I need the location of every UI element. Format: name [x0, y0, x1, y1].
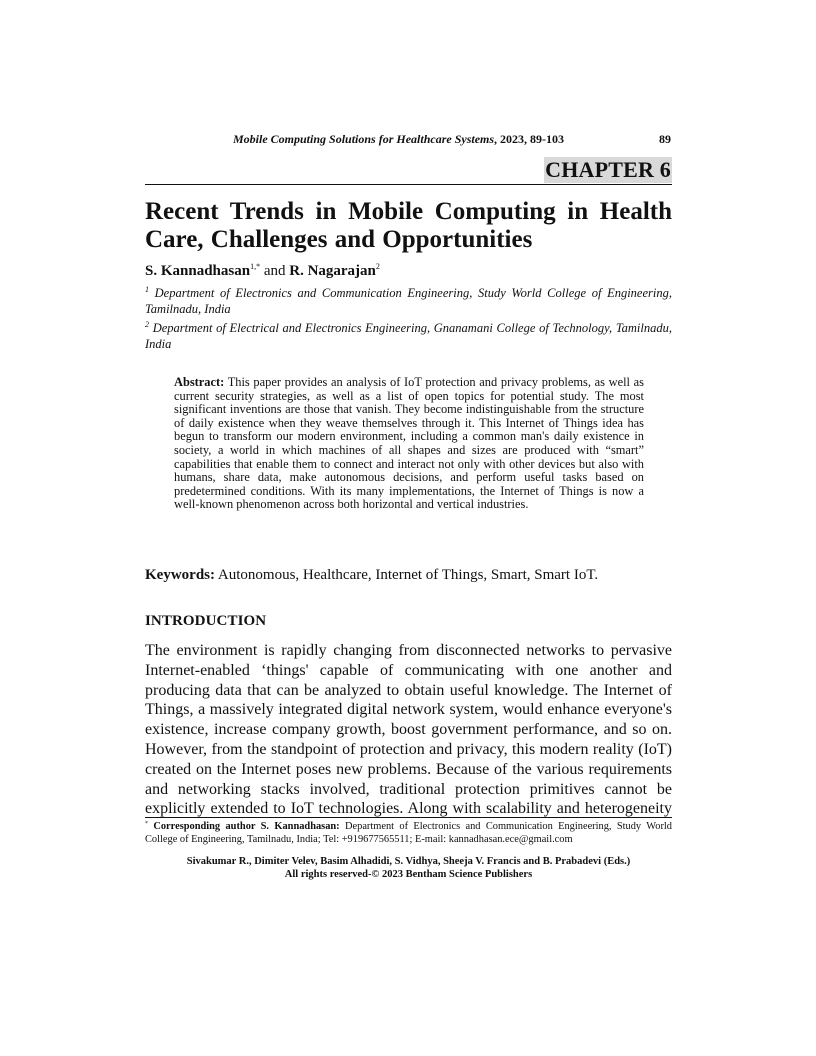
- author-1-name: S. Kannadhasan: [145, 263, 251, 279]
- affiliation-2: [145, 320, 672, 352]
- keywords-label: Keywords:: [145, 567, 215, 583]
- footnote-text: Department of Electronics and Communication Engineering, Study World College of Engineering, Tamilnadu, India; Tel: +919677565511; E-mail: kannadhasan.ece@gmail.com: [145, 821, 672, 845]
- footnote-mark: *: [145, 821, 148, 827]
- page-number: 89: [659, 132, 671, 146]
- abstract-text: This paper provides an analysis of IoT protection and privacy problems, as well as current security strategies, as well as a list of open topics for potential study. The most significant inventions are those that vanish. They become indistinguishable from the structure of daily existence when they weave themselves through it. This Internet of Things idea has begun to transform our modern environment, including a common man's daily existence in society, a world in which machines of all shapes and sizes are produced with “smart” capabilities that enable them to connect and interact not only with other devices but also with humans, share data, make autonomous decisions, and perform useful tasks based on predetermined conditions. With its many implementations, the Internet of Things is now a well-known phenomenon across both horizontal and vertical industries.: [174, 375, 644, 512]
- keywords: [145, 566, 672, 584]
- editors-line: Sivakumar R., Dimiter Velev, Basim Alhadidi, S. Vidhya, Sheeja V. Francis and B. Prabadevi (Eds.): [186, 856, 631, 867]
- introduction-paragraph: The environment is rapidly changing from disconnected networks to pervasive Internet-enabled ‘things' capable of communicating with one another and producing data that can be analyzed to obtain useful knowledge. The Internet of Things, a massively integrated digital network system, would enhance everyone's existence, increase company growth, boost government performance, and so on. However, from the standpoint of protection and privacy, this modern reality (IoT) created on the Internet poses new problems. Because of the various requirements and networking stacks involved, traditional protection primitives cannot be explicitly extended to IoT technologies. Along with scalability and heterogeneity: [145, 642, 672, 818]
- abstract-label: Abstract:: [174, 375, 225, 389]
- publisher-block: [145, 856, 672, 881]
- footnote-divider: [145, 817, 672, 818]
- footnote-label: Corresponding author S. Kannadhasan:: [148, 821, 340, 832]
- author-2-name: R. Nagarajan: [289, 263, 376, 279]
- author-2-mark: 2: [375, 262, 380, 271]
- footnote: [145, 821, 672, 847]
- affiliation-1: [145, 285, 672, 317]
- author-1-mark: 1,*: [250, 262, 261, 271]
- affiliation-1-mark: 1: [145, 285, 149, 294]
- introduction-heading: INTRODUCTION: [145, 613, 267, 629]
- keywords-text: Autonomous, Healthcare, Internet of Things, Smart, Smart IoT.: [215, 567, 599, 583]
- running-head-journal: [233, 132, 564, 147]
- rights-line: All rights reserved-© 2023 Bentham Science Publishers: [284, 868, 533, 880]
- chapter-banner: [145, 157, 672, 185]
- chapter-title: Recent Trends in Mobile Computing in Health Care, Challenges and Opportunities: [145, 198, 672, 253]
- running-head: [145, 132, 672, 148]
- affiliation-2-mark: 2: [145, 320, 149, 329]
- chapter-label: CHAPTER 6: [545, 157, 671, 182]
- affiliation-2-text: Department of Electrical and Electronics Engineering, Gnanamani College of Technology, Tamilnadu, India: [145, 321, 672, 351]
- author-conjunction: and: [260, 263, 290, 279]
- journal-title: Mobile Computing Solutions for Healthcare Systems: [233, 132, 495, 146]
- affiliation-1-text: Department of Electronics and Communication Engineering, Study World College of Engineering, Tamilnadu, India: [145, 286, 672, 316]
- journal-details: , 2023, 89-103: [494, 132, 565, 146]
- author-line: [145, 262, 672, 280]
- abstract: [174, 376, 644, 512]
